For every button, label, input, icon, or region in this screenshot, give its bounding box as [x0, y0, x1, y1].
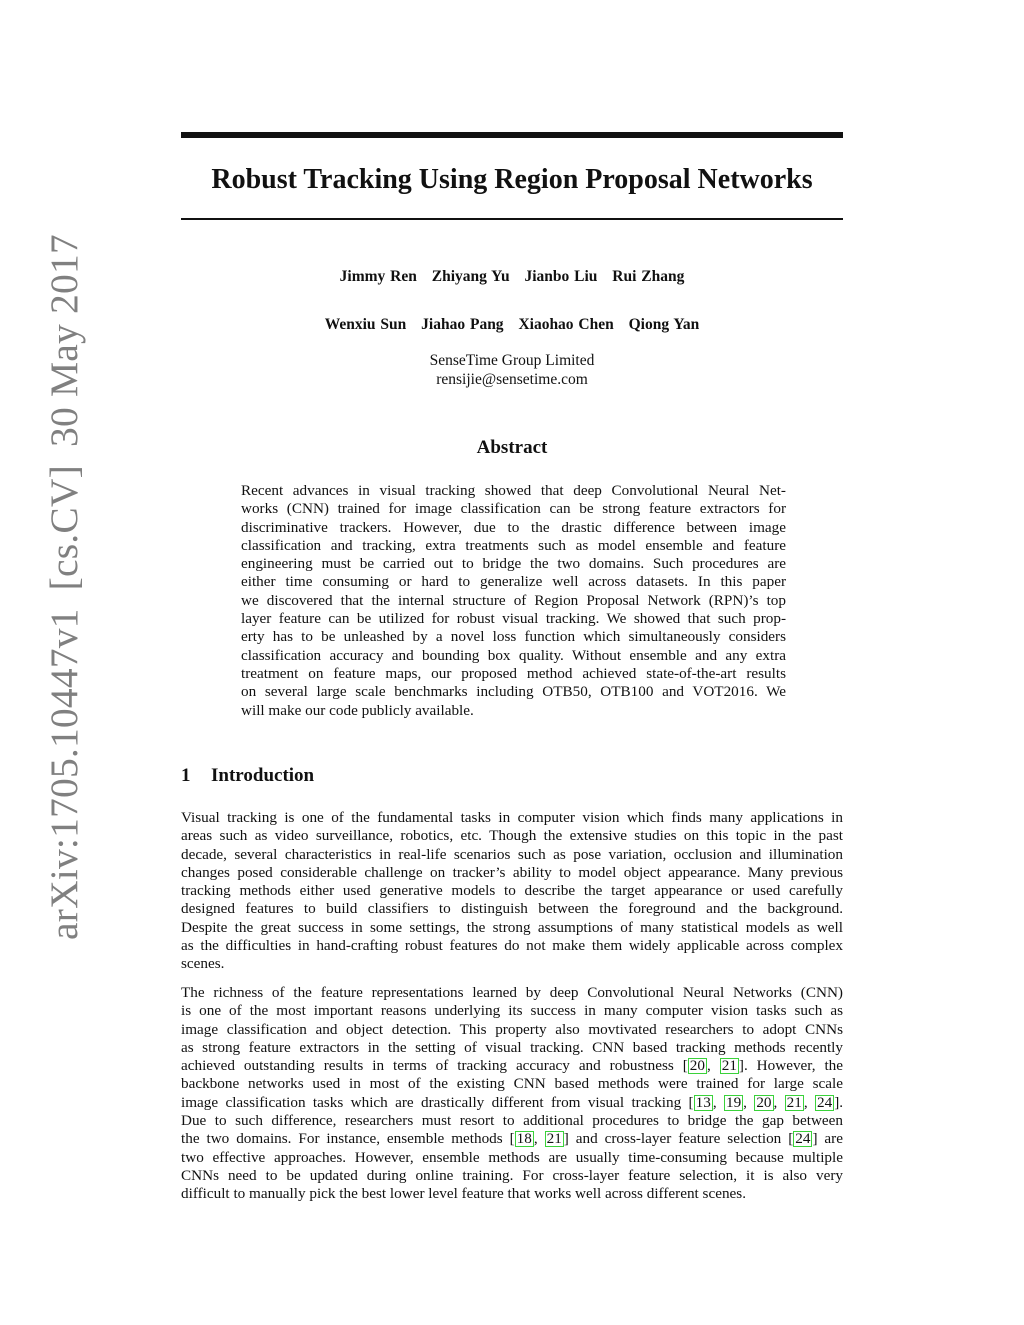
citation-link[interactable]: 19: [725, 1093, 742, 1111]
abstract-line: Recent advances in visual tracking showed that deep Convolutional Neural Net-: [241, 482, 786, 499]
paragraph-line: as the difficulties in hand-crafting robust features do not make them widely applicable across complex: [181, 937, 843, 955]
abstract-line: discriminative trackers. However, due to the drastic difference between image: [241, 518, 786, 536]
citation-link[interactable]: 21: [546, 1130, 562, 1148]
citation-link[interactable]: 20: [689, 1057, 705, 1075]
paragraph-line: designed features to build classifiers to distinguish between the foreground and the background.: [181, 900, 843, 918]
paragraph-line: is one of the most important reasons underlying its success in many computer vision tasks such as: [181, 1002, 843, 1020]
abstract-line: classification and tracking, extra treatments such as model ensemble and feature: [241, 536, 786, 554]
citation-link[interactable]: 24: [817, 1093, 833, 1111]
authors-row-1: [181, 267, 843, 287]
abstract-line: either time consuming or hard to generalize well across datasets. In this paper: [241, 573, 786, 591]
abstract-line: layer feature can be utilized for robust visual tracking. We showed that such prop-: [241, 610, 786, 628]
arxiv-id: arXiv:1705.10447v1: [42, 608, 86, 940]
abstract-line: treatment on feature maps, our proposed method achieved state-of-the-art results: [241, 664, 786, 682]
paragraph-line: image classification and object detection. This property also movtivated researchers to adopt CNNs: [181, 1020, 843, 1038]
contact-email: rensijie@sensetime.com: [436, 371, 588, 388]
text-run: image classification tasks which are drastically different from visual tracking [: [181, 1093, 694, 1111]
arxiv-category: [cs.CV]: [42, 465, 86, 591]
paragraph-line: Due to such difference, researchers must resort to additional procedures to bridge the gap between: [181, 1112, 843, 1130]
paragraph-line: difficult to manually pick the best lower level feature that works well across different scenes.: [181, 1185, 746, 1203]
author: Wenxiu Sun: [324, 316, 407, 333]
author: Jiahao Pang: [421, 316, 504, 333]
paragraph-line: tracking methods either used generative models to describe the target appearance or used carefully: [181, 882, 843, 900]
paragraph-line: changes posed considerable challenge on tracker’s ability to model object appearance. Many previous: [181, 863, 843, 881]
citation-link[interactable]: 21: [786, 1093, 802, 1111]
arxiv-stamp: [14, 234, 86, 940]
text-run: ].: [834, 1093, 844, 1111]
paragraph-line: decade, several characteristics in real-life scenarios such as pose variation, occlusion and illumination: [181, 845, 843, 863]
citation-link[interactable]: 13: [695, 1093, 711, 1111]
author: Qiong Yan: [628, 316, 700, 333]
title-rule-top: [181, 132, 843, 138]
citation-link[interactable]: 18: [516, 1130, 532, 1148]
author: Zhiyang Yu: [431, 268, 510, 285]
text-run: ] and cross-layer feature selection [: [563, 1130, 794, 1148]
citation-link[interactable]: 24: [795, 1130, 811, 1148]
paragraph-line: the two domains. For instance, ensemble methods [ 18 , 21 ] and cross-layer feature selection [ 24 ] are: [181, 1130, 843, 1148]
abstract-heading: Abstract: [476, 437, 548, 458]
intro-paragraph-1: [181, 809, 843, 974]
text-run: the two domains. For instance, ensemble methods [: [181, 1130, 515, 1148]
author: Xiaohao Chen: [518, 316, 614, 333]
abstract-line: engineering must be carried out to bridge the two domains. Such procedures are: [241, 555, 786, 573]
paragraph-line: CNNs need to be updated during online training. For cross-layer feature selection, it is also very: [181, 1166, 843, 1184]
paragraph-line: [181, 1057, 843, 1075]
author: Rui Zhang: [612, 268, 685, 285]
paragraph-line: two effective approaches. However, ensemble methods are usually time-consuming because multiple: [181, 1148, 843, 1166]
arxiv-stamp-text: [42, 234, 86, 940]
abstract-body: [241, 482, 786, 720]
citation-link[interactable]: 20: [756, 1093, 772, 1111]
abstract-line: erty has to be unleashed by a novel loss function which simultaneously considers: [241, 628, 786, 646]
paragraph-line: image classification tasks which are drastically different from visual tracking [ 13 , 19 , 20 , 21 , 24 ].: [181, 1093, 844, 1111]
abstract-line: we discovered that the internal structure of Region Proposal Network (RPN)’s top: [241, 591, 786, 609]
citation-link[interactable]: 21: [721, 1057, 737, 1075]
abstract-line: will make our code publicly available.: [241, 701, 474, 719]
section-heading-introduction: [181, 764, 314, 788]
intro-paragraph-2: [181, 984, 843, 1204]
paragraph-line: The richness of the feature representations learned by deep Convolutional Neural Networks (CNN): [181, 984, 843, 1001]
text-run: ]. However, the: [738, 1057, 844, 1075]
paper-title: Robust Tracking Using Region Proposal Networks: [211, 164, 813, 195]
author: Jimmy Ren: [339, 268, 417, 285]
paragraph-line: as strong feature extractors in the setting of visual tracking. CNN based tracking methods recently: [181, 1038, 843, 1056]
authors-row-2: [181, 315, 843, 335]
paragraph-line: backbone networks used in most of the existing CNN based methods were trained for large scale: [181, 1075, 843, 1093]
section-title: Introduction: [211, 765, 315, 786]
text-run: ] are: [812, 1130, 843, 1148]
paragraph-line: Visual tracking is one of the fundamental tasks in computer vision which finds many applications in: [181, 809, 843, 826]
abstract-line: works (CNN) trained for image classification can be strong feature extractors for: [241, 500, 786, 518]
citation-separator: ,: [706, 1057, 720, 1075]
affiliation: SenseTime Group Limited: [429, 352, 595, 369]
section-number: 1: [181, 765, 191, 786]
author: Jianbo Liu: [524, 268, 598, 285]
paragraph-line: Despite the great success in some settings, the strong assumptions of many statistical models as well: [181, 918, 843, 936]
arxiv-date: 30 May 2017: [42, 234, 86, 447]
abstract-line: on several large scale benchmarks including OTB50, OTB100 and VOT2016. We: [241, 683, 786, 701]
paragraph-line: areas such as video surveillance, robotics, etc. Though the extensive studies on this topic in the past: [181, 827, 843, 845]
paragraph-line: scenes.: [181, 955, 225, 973]
text-run: achieved outstanding results in terms of tracking accuracy and robustness [: [181, 1057, 688, 1075]
abstract-line: classification accuracy and bounding box quality. Without ensemble and any extra: [241, 646, 786, 664]
title-rule-bottom: [181, 218, 843, 220]
